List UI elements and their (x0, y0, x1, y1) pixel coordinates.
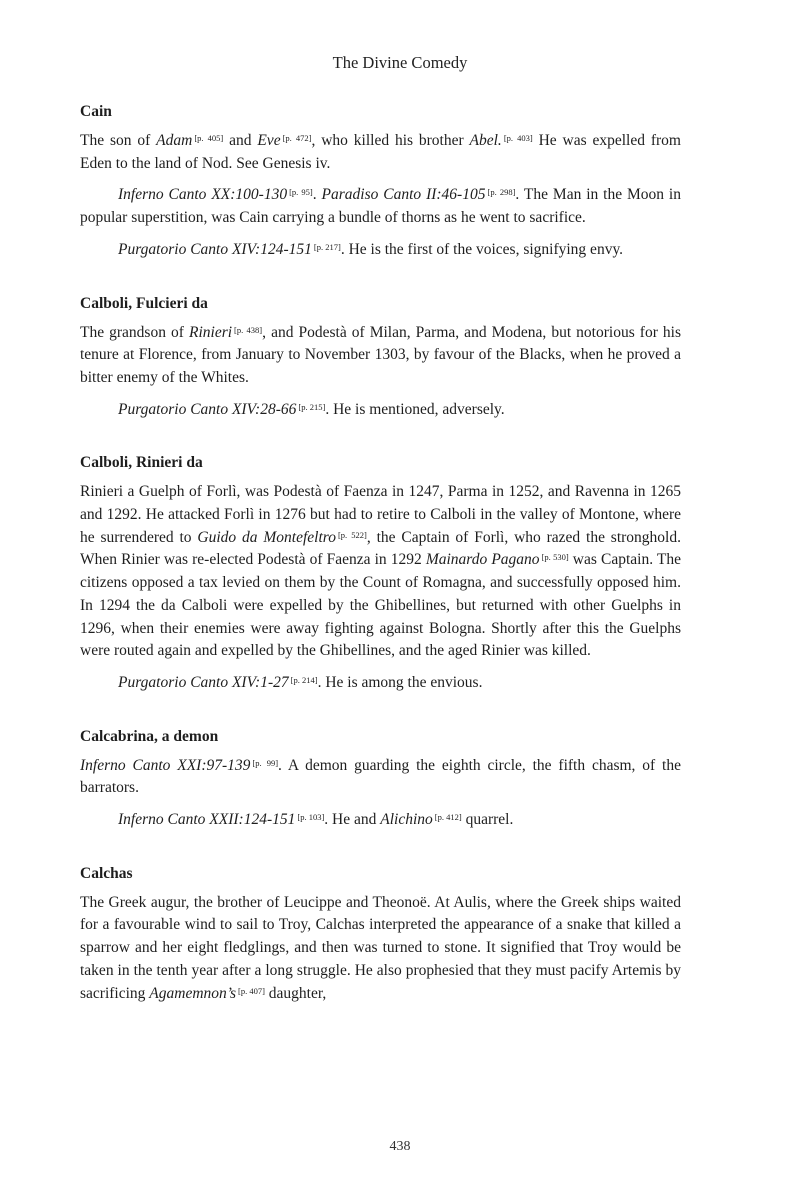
text-run: and (223, 132, 258, 149)
cross-reference-link[interactable]: Eve (257, 132, 281, 149)
glossary-entry (80, 292, 681, 422)
cross-reference-link[interactable]: Rinieri (188, 323, 233, 341)
glossary-entries (80, 100, 681, 1035)
running-head: The Divine Comedy (332, 53, 468, 72)
text-run: . He is among the envious. (317, 673, 483, 691)
text-run: , the Captain of Forlì, who razed the stronghold. When Rinier was re-elected Podestà of Faenza in 1292 (80, 528, 681, 569)
cross-reference-link[interactable]: Adam (156, 132, 193, 149)
page-ref-marker: [p. 438] (234, 324, 263, 335)
page-ref-marker: [p. 522] (337, 529, 367, 540)
text-run: daughter, (264, 984, 327, 1002)
canto-reference-paragraph (80, 399, 681, 422)
page-ref-marker: [p. 217] (313, 241, 341, 252)
cross-reference-link[interactable]: Inferno Canto XXII:124-151 (118, 811, 296, 829)
page-ref-marker: [p. 407] (237, 985, 265, 996)
cross-reference-link[interactable]: Purgatorio Canto XIV:1-27 (118, 673, 289, 691)
entry-title: Calcabrina, a demon (80, 727, 219, 745)
page-ref-marker: [p. 405] (194, 133, 224, 143)
entry-title: Calchas (80, 864, 133, 882)
text-run: He was expelled from Eden to the land of Nod. See Genesis iv. (80, 132, 681, 172)
page-ref-marker: [p. 403] (503, 133, 533, 143)
page-ref-marker: [p. 472] (282, 133, 312, 143)
cross-reference-link[interactable]: Inferno Canto XXI:97-139 (80, 756, 251, 774)
cross-reference-link[interactable]: Inferno Canto XX:100-130 (118, 186, 288, 204)
entry-title: Cain (80, 103, 112, 120)
text-run: Rinieri a Guelph of Forlì, was Podestà of Faenza in 1247, Parma in 1252, and Ravenna in 1265 and 1292. He attacked Forlì in 1276 but had to retire to Calboli in the valley of Montone, where he surrendered to (80, 483, 681, 546)
text-run: The Greek augur, the brother of Leucippe and Theonoë. At Aulis, where the Greek ships waited for a favourable wind to sail to Troy, Calchas interpreted the appearance of a snake that killed a sparrow and her eight fledglings, and then was turned to stone. It signified that Troy would be taken in the tenth year after a long struggle. He also prophesied that they must pacify Artemis by sacrificing (80, 893, 681, 1002)
text-run: was Captain. The citizens opposed a tax levied on them by the Count of Romagna, and successfully opposed him. In 1294 the da Calboli were expelled by the Ghibellines, but returned with other Guelphs in 1296, when their enemies were away fighting against Bologna. Shortly after this the Guelphs were routed again and expelled by the Ghibellines, and the aged Rinier was killed. (80, 551, 681, 660)
definition-paragraph (80, 892, 681, 1006)
cross-reference-link[interactable]: Purgatorio Canto XIV:28-66 (118, 400, 297, 418)
page-ref-marker: [p. 99] (252, 757, 279, 768)
page-number: 438 (389, 1139, 411, 1154)
text-run: . He and (324, 811, 381, 829)
page-ref-marker: [p. 530] (541, 552, 569, 563)
cross-reference-link[interactable]: Agamemnon’s (149, 984, 236, 1002)
definition-paragraph (80, 481, 681, 663)
cross-reference-link[interactable]: Abel. (469, 132, 502, 149)
canto-reference-paragraph (80, 239, 681, 262)
cross-reference-link[interactable]: Mainardo Pagano (425, 551, 540, 569)
text-run: , and Podestà of Milan, Parma, and Modena, but notorious for his tenure at Florence, from January to November 1303, by favour of the Blacks, when he proved a bitter enemy of the Whites. (80, 323, 681, 386)
text-run: . The Man in the Moon in popular superstition, was Cain carrying a bundle of thorns as he went to sacrifice. (80, 186, 681, 227)
text-run: . A demon guarding the eighth circle, the fifth chasm, of the barrators. (80, 756, 681, 797)
canto-reference-paragraph (80, 672, 681, 695)
canto-reference-paragraph (80, 809, 681, 832)
page-ref-marker: [p. 95] (289, 187, 313, 198)
page-ref-marker: [p. 215] (298, 401, 326, 412)
glossary-entry (80, 100, 681, 262)
cross-reference-link[interactable]: Paradiso Canto II:46-105 (321, 186, 486, 204)
glossary-entry (80, 451, 681, 694)
definition-paragraph (80, 130, 681, 175)
text-run: The grandson of (80, 323, 189, 341)
page-ref-marker: [p. 298] (487, 187, 516, 198)
entry-title: Calboli, Rinieri da (80, 454, 203, 472)
text-run: . He is mentioned, adversely. (325, 400, 505, 418)
page-ref-marker: [p. 103] (297, 812, 325, 823)
cross-reference-link[interactable]: Guido da Montefeltro (197, 528, 336, 546)
cross-reference-link[interactable]: Alichino (380, 811, 433, 829)
text-run: quarrel. (461, 811, 514, 829)
definition-paragraph (80, 755, 681, 800)
text-run: The son of (80, 132, 157, 149)
entry-title: Calboli, Fulcieri da (80, 294, 208, 312)
text-run: , who killed his brother (311, 132, 470, 149)
text-run: . He is the first of the voices, signifying envy. (340, 240, 624, 258)
glossary-entry (80, 725, 681, 832)
cross-reference-link[interactable]: Purgatorio Canto XIV:124-151 (118, 240, 312, 258)
text-run: . (312, 186, 322, 204)
definition-paragraph (80, 322, 681, 390)
canto-reference-paragraph (80, 184, 681, 229)
page-ref-marker: [p. 214] (290, 674, 318, 685)
glossary-entry (80, 862, 681, 1006)
page-ref-marker: [p. 412] (434, 812, 462, 823)
